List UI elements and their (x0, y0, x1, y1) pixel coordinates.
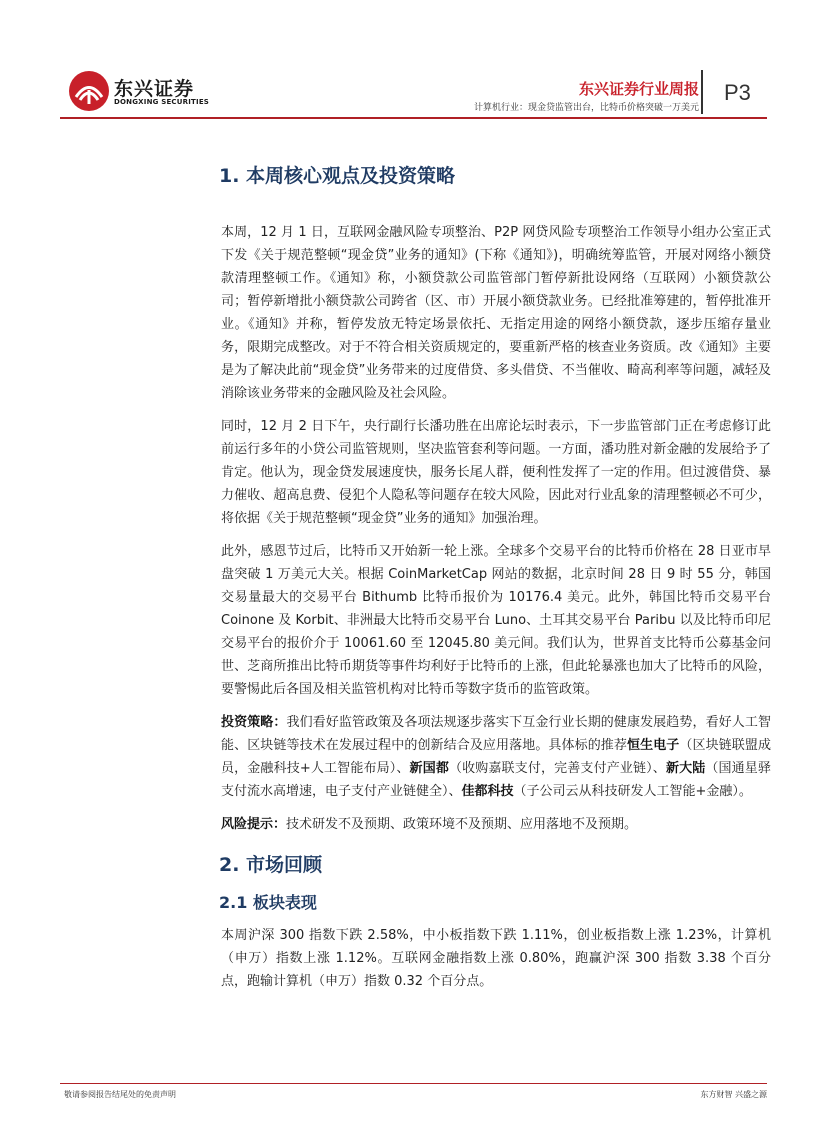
footer-rule (60, 1083, 767, 1084)
logo-chinese-name: 东兴证券 (114, 78, 195, 100)
section-2-heading: 2. 市场回顾 (219, 854, 323, 876)
stock-newland: 新大陆 (665, 761, 706, 776)
stock-hundsun: 恒生电子 (627, 738, 680, 753)
dongxing-logo-icon (68, 70, 110, 112)
report-subtitle: 计算机行业：现金贷监管出台，比特币价格突破一万美元 (473, 103, 699, 113)
paragraph-risk-warning: 风险提示：技术研发不及预期、政策环境不及预期、应用落地不及预期。 (221, 817, 638, 832)
header-rule (60, 117, 767, 119)
footer-disclaimer: 敬请参阅报告结尾处的免责声明 (64, 1090, 176, 1099)
header-divider (701, 70, 703, 114)
paragraph-investment-strategy: 投资策略：我们看好监管政策及各项法规逐步落实下互金行业长期的健康发展趋势，看好人工智能、区块链等技术在发展过程中的创新结合及应用落地。具体标的推荐恒生电子（区块链联盟成员，金融科技+人工智能布局）、新国都（收购嘉联支付，完善支付产业链）、新大陆（国通星驿支付流水高增速，电子支付产业链健全）、佳都科技（子公司云从科技研发人工智能+金融）。 (221, 715, 771, 799)
logo-english-name: DONGXING SECURITIES (114, 98, 210, 106)
paragraph-bitcoin: 此外，感恩节过后，比特币又开始新一轮上涨。全球多个交易平台的比特币价格在 28 日亚市早盘突破 1 万美元大关。根据 CoinMarketCap 网站的数据，北京时间 28 日 9 时 55 分，韩国交易量最大的交易平台 Bithumb 比特币报价为 10176.4 美元。此外，韩国比特币交易平台 Coinone 及 Korbit、非洲最大比特币交易平台 Luno、土耳其交易平台 Paribu 以及比特币印尼交易平台的报价介于 10061.60 至 12045.80 美元间。我们认为，世界首支比特币公募基金问世、芝商所推出比特币期货等事件均利好于比特币的上涨，但此轮暴涨也加大了比特币的风险，要警惕此后各国及相关监管机构对比特币等数字货币的监管政策。 (221, 544, 771, 697)
page-number: P3 (724, 80, 751, 105)
strategy-label: 投资策略： (221, 715, 287, 730)
section-2-1-heading: 2.1 板块表现 (219, 893, 317, 912)
stock-xinguodu: 新国都 (409, 761, 449, 776)
footer-slogan: 东方财智 兴盛之源 (700, 1090, 767, 1099)
section-1-heading: 1. 本周核心观点及投资策略 (219, 165, 456, 187)
company-logo (68, 70, 208, 114)
risk-label: 风险提示： (221, 817, 287, 832)
report-type-title: 东兴证券行业周报 (578, 80, 699, 98)
paragraph-regulation-notice: 本周，12 月 1 日，互联网金融风险专项整治、P2P 网贷风险专项整治工作领导小组办公室正式下发《关于规范整顿“现金贷”业务的通知》(下称《通知》)，明确统筹监管，开展对网络小额贷款清理整顿工作。《通知》称，小额贷款公司监管部门暂停新批设网络（互联网）小额贷款公司；暂停新增批小额贷款公司跨省（区、市）开展小额贷款业务。已经批准筹建的，暂停批准开业。《通知》并称，暂停发放无特定场景依托、无指定用途的网络小额贷款，逐步压缩存量业务，限期完成整改。对于不符合相关资质规定的，要重新严格的核查业务资质。改《通知》主要是为了解决此前“现金贷”业务带来的过度借贷、多头借贷、不当催收、畸高利率等问题，减轻及消除该业务带来的金融风险及社会风险。 (221, 225, 771, 401)
paragraph-sector-performance: 本周沪深 300 指数下跌 2.58%，中小板指数下跌 1.11%，创业板指数上涨 1.23%，计算机（申万）指数上涨 1.12%。互联网金融指数上涨 0.80%，跑赢沪深 300 指数 3.38 个百分点，跑输计算机（申万）指数 0.32 个百分点。 (221, 928, 771, 989)
paragraph-pbc-comments: 同时，12 月 2 日下午，央行副行长潘功胜在出席论坛时表示，下一步监管部门正在考虑修订此前运行多年的小贷公司监管规则，坚决监管套利等问题。一方面，潘功胜对新金融的发展给予了肯定。他认为，现金贷发展速度快，服务长尾人群，便利性发挥了一定的作用。但过渡借贷、暴力催收、超高息费、侵犯个人隐私等问题存在较大风险，因此对行业乱象的清理整顿必不可少，将依据《关于规范整顿“现金贷”业务的通知》加强治理。 (221, 419, 771, 526)
report-body (221, 163, 771, 1003)
stock-pci-tech: 佳都科技 (461, 784, 514, 799)
